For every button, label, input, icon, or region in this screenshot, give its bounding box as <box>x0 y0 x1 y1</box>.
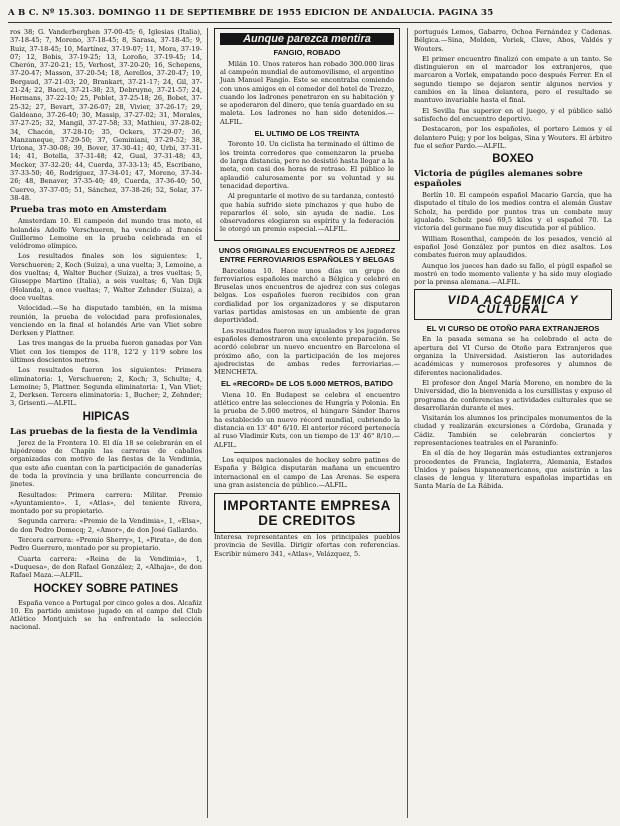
paragraph: Segunda carrera: «Premio de la Vendimia», 1, «Elsa», de don Pedro Domecq; 2, «Amor», de don José Gallardo. <box>10 517 202 534</box>
paragraph: Milán 10. Unos rateros han robado 300.000 liras al campeón mundial de automovilismo, el argentino Juan Manuel Fangio. Este se encontraba comiendo con unos amigos en el comedor del hotel de Trezzo, cuando los ladrones penetraron en su habitación y se apoderaron del dinero, que tenía guardado en su maleta. Los ladrones no han sido detenidos.—ALFIL. <box>220 59 394 126</box>
divider <box>234 452 380 453</box>
headline-amsterdam: Prueba tras moto en Amsterdam <box>10 205 167 216</box>
paragraph: Los resultados finales son los siguientes: 1, Verschueren; 2, Koch (Suiza), a una vuelta; 3, Lemoine, a dos vueltas; 4, Walter Bucher (Suiza), a tres vueltas; 5, Giuseppe Martino (Italia), a seis vueltas; 6, Van Dijk (Holanda), a once vueltas; 7, Walter Zehnder (Suiza), a doce vueltas. <box>10 252 202 302</box>
box-title: Aunque parezca mentira <box>220 33 394 45</box>
headline-ajedrez: UNOS ORIGINALES ENCUENTROS DE AJEDREZ ENTRE FERROVIARIOS ESPAÑOLES Y BELGAS <box>218 245 396 265</box>
paragraph: Los resultados fueron los siguientes: Primera eliminatoria: 1, Verschueren; 2, Koch; 3, Schulte; 4, Lemoine; 5, Plattner. Segunda eliminatoria: 1, Van Vliet; 2, Derksen. Tercera eliminatoria: 1, Bucher; 2, Zehnder; 3, Grisenti.—ALFIL. <box>10 366 202 408</box>
paragraph: Toronto 10. Un ciclista ha terminado el último de los treinta corredores que comenzaron la prueba de larga distancia, pero no desistió hasta llegar a la meta, con casi dos horas de retraso. El público le aplaudió calurosamente por su voluntad y su tenacidad deportiva. <box>220 140 394 190</box>
column-3 <box>414 28 612 820</box>
paragraph: Visitarán los alumnos los principales monumentos de la ciudad y realizarán excursiones a Córdoba, Granada y Cádiz. También se celebrarán conciertos y representaciones teatrales en el Paraninfo. <box>414 414 612 447</box>
paragraph: Berlín 10. El campeón español Macario García, que ha disputado el título de los medios contra el alemán Gustav Scholz, ha perdido por puntos tras un combate muy igualado. Scholz pesó 69,5 kilos y el español 70. La victoria del germano fue muy discutida por el público. <box>414 191 612 233</box>
paragraph: En la pasada semana se ha celebrado el acto de apertura del VI Curso de Otoño para Extranjeros que organiza la Universidad. Asistieron las autoridades académicas y numerosos profesores y alumnos de diferentes nacionalidades. <box>414 335 612 377</box>
ad-box: IMPORTANTE EMPRESA DE CREDITOS <box>214 493 400 533</box>
box-subhead: EL ULTIMO DE LOS TREINTA <box>254 129 360 139</box>
column-2 <box>214 28 400 820</box>
paragraph: portugués Lemos, Gabarro, Ochoa Fernández y Cadenas. Bélgica.—Sina, Molden, Voriek, Clave, Abos, Valdés y Wouters. <box>414 28 612 53</box>
headline-record: EL «RECORD» DE LOS 5.000 METROS, BATIDO <box>221 379 393 389</box>
paragraph: Resultados: Primera carrera: Militar. Premio «Ayuntamiento». 1, «Atlas», del teniente Rivera, montado por su propietario. <box>10 490 202 516</box>
paragraph: En el día de hoy llegarán más estudiantes extranjeros procedentes de Francia, Inglaterra, Alemania, Estados Unidos y países hispanoamericanos, que asistirán a las clases de lengua y literatura españolas impartidas en Santa María de La Rábida. <box>414 449 612 491</box>
paragraph: Destacaron, por los españoles, el portero Lemos y el delantero Puig; y por los belgas, Sina y Wouters. El árbitro fue el señor Pardo.—ALFIL. <box>414 125 612 150</box>
paragraph: Jerez de la Frontera 10. El día 18 se celebrarán en el hipódromo de Chapín las carreras de caballos organizadas con motivo de las fiestas de la Vendimia, que este año cuentan con la participación de ganaderías de toda la provincia y una brillante concurrencia de jinetes. <box>10 438 202 489</box>
section-hipicas: HIPICAS <box>82 410 130 423</box>
paragraph: El Sevilla fue superior en el juego, y el público salió satisfecho del encuentro deportivo. <box>414 106 612 123</box>
headline-curso: EL VI CURSO DE OTOÑO PARA EXTRANJEROS <box>426 324 600 334</box>
section-banner: VIDA ACADEMICA Y CULTURAL <box>414 289 612 320</box>
paragraph: Barcelona 10. Hace unos días un grupo de ferroviarios españoles marchó a Bélgica y celebró en Bruselas unos encuentros de ajedrez con sus colegas belgas. Los españoles fueron recibidos con gran cordialidad por los organizadores y se disputaron varias partidas amistosas en un ambiente de gran deportividad. <box>214 266 400 325</box>
column-rule <box>207 28 208 818</box>
paragraph: Los resultados fueron muy igualados y los jugadores españoles demostraron una excelente preparación. Se acordó celebrar un nuevo encuentro en Barcelona el próximo año, con la participación de los mejores ajedrecistas de ambas redes ferroviarias.—MENCHETA. <box>214 326 400 377</box>
column-rule <box>407 28 408 818</box>
paragraph: Velocidad.—Se ha disputado también, en la misma reunión, la prueba de velocidad para profesionales, venciendo en la final el holandés Arie van Vliet sobre Derksen y Plattner. <box>10 304 202 338</box>
paragraph: Viena 10. En Budapest se celebra el encuentro atlético entre las selecciones de Hungría y Polonia. En la prueba de 5.000 metros, el húngaro Sándor Iharos ha establecido un nuevo récord mundial, cubriendo la distancia en 13' 40" 6/10. El anterior récord pertenecía al ruso Vladimir Kuts, con un tiempo de 13' 46" 8/10.—ALFIL. <box>214 390 400 449</box>
section-hockey: HOCKEY SOBRE PATINES <box>33 582 179 595</box>
masthead: A B C. Nº 15.303. DOMINGO 11 DE SEPTIEMBRE DE 1955 EDICION DE ANDALUCIA. PAGINA 35 <box>8 6 612 23</box>
headline-vendimia: Las pruebas de la fiesta de la Vendimia <box>10 426 198 437</box>
paragraph: Aunque los jueces han dado su fallo, el púgil español se mostró en todo momento valiente y ha sido muy elogiado por la prensa alemana.—ALFIL. <box>414 261 612 287</box>
paragraph: España vence a Portugal por cinco goles a dos. Alcañiz 10. En partido amistoso jugado en el campo del Club Atlético Montjuich se ha enfrentado la selección nacional. <box>10 598 202 632</box>
paragraph: Cuarta carrera: «Reina de la Vendimia», 1, «Duquesa», de don Rafael González; 2, «Alhaja», de don Rafael Maza.—ALFIL. <box>10 554 202 580</box>
paragraph: Al preguntarle el motivo de su tardanza, contestó que había sufrido siete pinchazos y que hubo de repararlos él solo, sin ayuda de nadie. Los observadores elogiaron su espíritu y la federación le otorgó un premio especial.—ALFIL. <box>220 192 394 234</box>
paragraph: Tercera carrera: «Premio Sherry», 1, «Pirata», de don Pedro Guerrero, montado por su propietario. <box>10 536 202 553</box>
cycling-results: ros 38; G. Vanderberghen 37-00-45; 6, Iglesias (Italia), 37-18-45; 7, Moreno, 37-18-45; 8, Sarasa, 37-18-45; 9, Ruiz, 37-18-45; 10, Martínez, 37-19-07; 11, Mora, 37-19-07; 12, Bobis, 37-19-25; 13, Loroño, 37-19-45; 14, Cherón, 37-20-21; 15, Verhost, 37-20-20; 16, Schepens, 37-20-47; Masson, 37-20-54; 18, Aerellos, 37-20-47; 19, Bergaud, 37-21-03; 20, Brankart, 37-21-17; 24, Gil, 37-21-24; 22, Bacci, 37-21-38; 23, Debruyne, 37-21-57; 24, Hermans, 37-22-10; 25, Poblet, 37-25-18; 26, Bobet, 37-25-32; 27, Bevart, 37-26-07; 28, Vivier, 37-26-17; 29, Galdeano, 37-26-40; 30, Massip, 37-27-02; 31, Morales, 37-27-25; 32, Mangil, 37-27-58; 33, Mathieu, 37-28-02; 34, Chacón, 37-28-10; 35, Ockers, 37-29-07; 36, Manzaneque, 37-29-50; 37, Geminiani, 37-29-52; 38, Uriona, 37-30-08; 39, Bover, 37-30-41; 40, Urbi, 37-31-14; 41, Botella, 37-31-48; 42, Gual, 37-31-48; 43, Mecker, 37-32-20; 44, Cuerda, 37-33-13; 45, Escribano, 37-33-50; 46, Rodríguez, 37-34-01; 47, Moreno, 37-34-26; 48, Benaver, 37-35-40; 49, Cuerda, 37-36-40; 50, Cuervo, 37-37-05; 51, Sánchez, 37-38-26; 52, Solar, 37-38-48. <box>10 28 202 202</box>
paragraph: Las tres mangas de la prueba fueron ganadas por Van Vliet con los tiempos de 11'8, 12'2 y 11'9 sobre los últimos doscientos metros. <box>10 339 202 364</box>
paragraph: El primer encuentro finalizó con empate a un tanto. Se distinguieron en el marcador los extranjeros, que marcaron a Vorlek, empatando poco después Ferrer. En el segundo tiempo se dejaron sentir algunos nervios y cambios en la línea delantera, pero el resultado se mantuvo invariable hasta el final. <box>414 54 612 105</box>
section-boxeo: BOXEO <box>492 153 534 166</box>
column-1 <box>10 28 202 820</box>
paragraph: Los equipos nacionales de hockey sobre patines de España y Bélgica disputarán mañana un encuentro internacional en el campo de Las Arenas. Se espera una gran asistencia de público.—ALFIL. <box>214 455 400 489</box>
box-subhead: FANGIO, ROBADO <box>273 48 341 58</box>
headline-boxeo: Victoria de púgiles alemanes sobre españoles <box>414 169 583 190</box>
paragraph: William Rosenthal, campeón de los pesados, venció al español José González por puntos en diez asaltos. Los combates fueron muy aplaudidos. <box>414 234 612 260</box>
ad-text: Interesa representantes en los principales pueblos provincia de Sevilla. Dirigir ofertas con referencias. Escribir número 341, «Atlas», Velázquez, 5. <box>214 533 400 558</box>
paragraph: El profesor don Ángel María Moreno, en nombre de la Universidad, dio la bienvenida a los cursillistas y expuso el programa de conferencias y actividades culturales que se desarrollarán durante el mes. <box>414 378 612 412</box>
mentira-box <box>214 28 400 241</box>
paragraph: Amsterdam 10. El campeón del mundo tras moto, el holandés Adolfo Verschueren, ha vencido al francés Guillermo Lemoine en la prueba celebrada en el velódromo olímpico. <box>10 217 202 251</box>
